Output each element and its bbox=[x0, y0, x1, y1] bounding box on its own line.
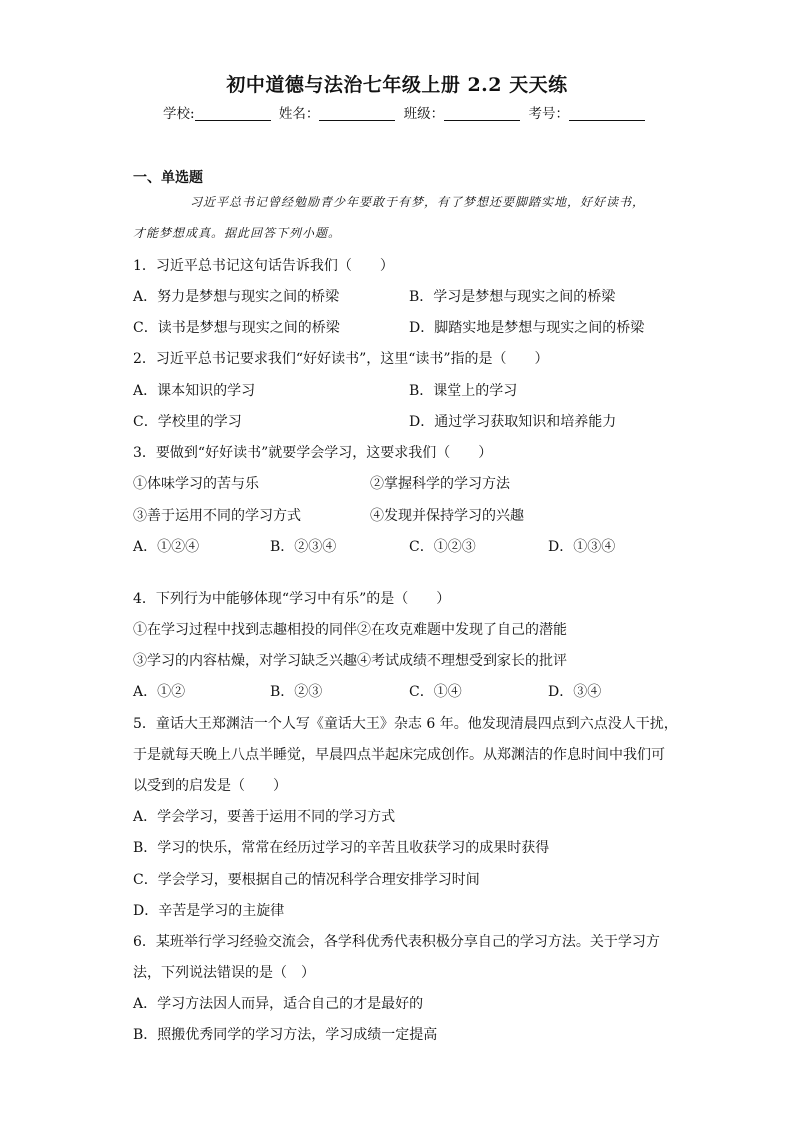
school-label: 学校: bbox=[163, 106, 195, 122]
question-3-option-a: A．①②④ bbox=[133, 539, 200, 555]
question-2-stem: 2．习近平总书记要求我们“好好读书”，这里“读书”指的是（ ） bbox=[133, 351, 549, 367]
question-1-option-b: B．学习是梦想与现实之间的桥梁 bbox=[409, 289, 616, 305]
question-3-statement-3: ③善于运用不同的学习方式 bbox=[133, 508, 301, 524]
question-6-stem-line-1: 6．某班举行学习经验交流会，各学科优秀代表积极分享自己的学习方法。关于学习方 bbox=[133, 934, 660, 950]
question-6-stem-line-2: 法，下列说法错误的是（ ） bbox=[133, 965, 315, 981]
question-3-option-c: C．①②③ bbox=[409, 539, 476, 555]
question-5-stem-line-3: 以受到的启发是（ ） bbox=[133, 778, 287, 794]
question-3-statement-2: ②掌握科学的学习方法 bbox=[370, 476, 510, 492]
question-4-option-c: C．①④ bbox=[409, 684, 462, 700]
question-3-option-d: D．①③④ bbox=[548, 539, 616, 555]
name-label: 姓名： bbox=[278, 106, 320, 122]
question-4-option-b: B．②③ bbox=[270, 684, 323, 700]
question-3-statement-1: ①体味学习的苦与乐 bbox=[133, 476, 259, 492]
question-4-statements-1-2: ①在学习过程中找到志趣相投的同伴②在攻克难题中发现了自己的潜能 bbox=[133, 622, 567, 638]
question-5-option-b: B．学习的快乐，常常在经历过学习的辛苦且收获学习的成果时获得 bbox=[133, 840, 550, 856]
intro-line-1: 习近平总书记曾经勉励青少年要敢于有梦，有了梦想还要脚踏实地，好好读书， bbox=[190, 195, 646, 209]
student-info-row bbox=[163, 102, 649, 122]
question-3-stem: 3．要做到“好好读书”就要学会学习，这要求我们（ ） bbox=[133, 445, 493, 461]
question-4-stem: 4．下列行为中能够体现“学习中有乐”的是（ ） bbox=[133, 591, 451, 607]
question-2-option-b: B．课堂上的学习 bbox=[409, 383, 518, 399]
question-6-option-a: A．学习方法因人而异，适合自己的才是最好的 bbox=[133, 996, 424, 1012]
question-1-stem: 1．习近平总书记这句话告诉我们（ ） bbox=[133, 258, 394, 274]
question-4-statements-3-4: ③学习的内容枯燥，对学习缺乏兴趣④考试成绩不理想受到家长的批评 bbox=[133, 653, 567, 669]
name-blank[interactable] bbox=[319, 106, 395, 121]
question-4-option-d: D．③④ bbox=[548, 684, 602, 700]
exam-number-blank[interactable] bbox=[569, 106, 645, 121]
school-blank[interactable] bbox=[195, 106, 271, 121]
question-2-option-a: A．课本知识的学习 bbox=[133, 383, 256, 399]
question-6-option-b: B．照搬优秀同学的学习方法，学习成绩一定提高 bbox=[133, 1027, 438, 1043]
section-heading: 一、单选题 bbox=[133, 170, 203, 186]
question-2-option-d: D．通过学习获取知识和培养能力 bbox=[409, 414, 617, 430]
question-5-option-a: A．学会学习，要善于运用不同的学习方式 bbox=[133, 809, 396, 825]
question-4-option-a: A．①② bbox=[133, 684, 186, 700]
exam-number-label: 考号： bbox=[528, 106, 569, 122]
intro-line-2: 才能梦想成真。据此回答下列小题。 bbox=[133, 226, 342, 240]
question-1-option-c: C．读书是梦想与现实之间的桥梁 bbox=[133, 320, 340, 336]
question-1-option-d: D．脚踏实地是梦想与现实之间的桥梁 bbox=[409, 320, 645, 336]
question-3-option-b: B．②③④ bbox=[270, 539, 337, 555]
question-5-option-c: C．学会学习，要根据自己的情况科学合理安排学习时间 bbox=[133, 872, 480, 888]
question-3-statement-4: ④发现并保持学习的兴趣 bbox=[370, 508, 524, 524]
question-5-option-d: D．辛苦是学习的主旋律 bbox=[133, 903, 285, 919]
question-5-stem-line-2: 于是就每天晚上八点半睡觉，早晨四点半起床完成创作。从郑渊洁的作息时间中我们可 bbox=[133, 747, 665, 763]
question-1-option-a: A．努力是梦想与现实之间的桥梁 bbox=[133, 289, 340, 305]
page-title: 初中道德与法治七年级上册 2.2 天天练 bbox=[226, 74, 568, 96]
class-label: 班级： bbox=[403, 106, 445, 122]
question-5-stem-line-1: 5．童话大王郑渊洁一个人写《童话大王》杂志 6 年。他发现清晨四点到六点没人干扰， bbox=[133, 716, 678, 732]
class-blank[interactable] bbox=[444, 106, 520, 121]
question-2-option-c: C．学校里的学习 bbox=[133, 414, 242, 430]
